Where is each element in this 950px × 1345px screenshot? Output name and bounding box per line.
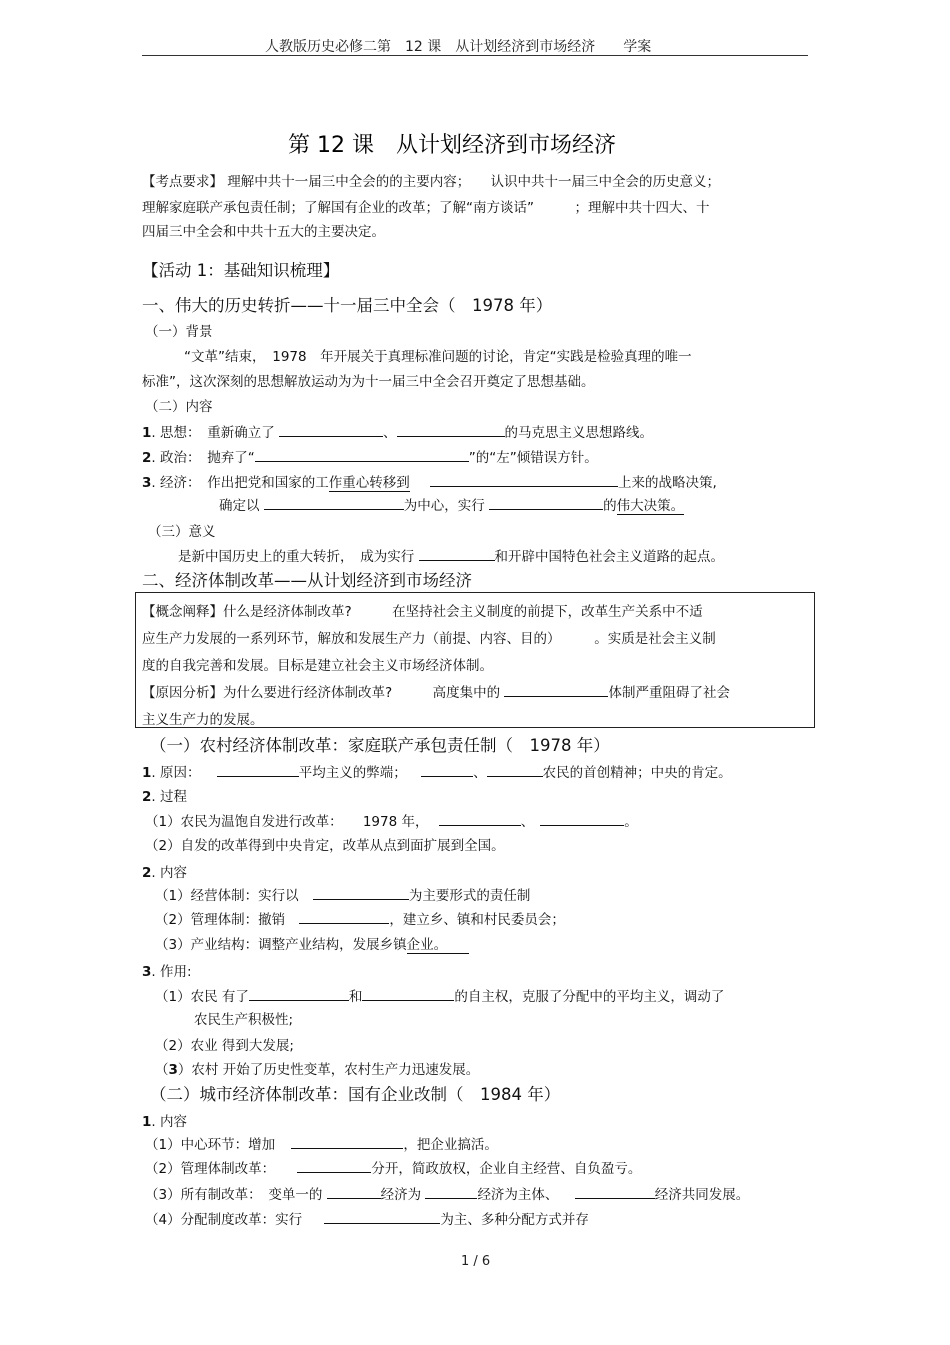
fill-blank[interactable] — [279, 422, 383, 437]
page-number: 1 / 6 — [461, 1254, 491, 1269]
urban-content-1: （1）中心环节：增加 ，把企业搞活。 — [145, 1133, 498, 1153]
part1-background-text-1: “文革”结束， 1978 年开展关于真理标准问题的讨论，肯定“实践是检验真理的唯一 — [184, 349, 692, 365]
rural-effect-1-cont: 农民生产积极性; — [194, 1012, 294, 1028]
item-number: 3 — [142, 475, 152, 491]
fill-blank[interactable] — [217, 762, 299, 777]
fill-blank[interactable] — [430, 472, 618, 487]
fill-blank[interactable] — [327, 1184, 381, 1199]
cause-line-4: 【原因分析】为什么要进行经济体制改革? 高度集中的 体制严重阻碍了社会 — [142, 681, 730, 701]
fill-blank[interactable] — [575, 1184, 655, 1199]
rural-effect-label: 3. 作用: — [142, 964, 192, 980]
rural-content-1: （1）经营体制：实行以 为主要形式的责任制 — [155, 884, 530, 904]
activity-heading: 【活动 1：基础知识梳理】 — [142, 261, 340, 280]
urban-content-4: （4）分配制度改革：实行 为主、多种分配方式并存 — [145, 1208, 589, 1228]
fill-blank[interactable] — [540, 811, 624, 826]
rural-content-label: 2. 内容 — [142, 865, 187, 881]
rural-cause: 1. 原因： 平均主义的弊端； 、 农民的首创精神；中央的肯定。 — [142, 761, 732, 781]
item-number: 2 — [142, 450, 152, 466]
part1-item-3: 3. 经济： 作出把党和国家的工作重心转移到 上来的战略决策, — [142, 471, 717, 491]
requirements-line-1: 【考点要求】 理解中共十一届三中全会的的主要内容； 认识中共十一届三中全会的历史意义； — [142, 174, 721, 190]
running-header: 人教版历史必修二第 12 课 从计划经济到市场经济 学案 — [265, 39, 652, 55]
fill-blank[interactable] — [489, 495, 603, 510]
rural-content-2: （2）管理体制：撤销 ，建立乡、镇和村民委员会； — [155, 908, 565, 928]
part1-meaning-label: （三）意义 — [148, 524, 216, 540]
fill-blank[interactable] — [362, 986, 454, 1001]
urban-content-2: （2）管理体制改革： 分开，简政放权，企业自主经营、自负盈亏。 — [145, 1157, 641, 1177]
part1-background-label: （一）背景 — [145, 324, 213, 340]
part1-item-2: 2. 政治： 抛弃了“ ”的“左”倾错误方针。 — [142, 446, 598, 466]
fill-blank[interactable] — [487, 762, 543, 777]
fill-blank[interactable] — [313, 885, 409, 900]
rural-effect-3: （3）农村 开始了历史性变革，农村生产力迅速发展。 — [155, 1062, 480, 1078]
fill-blank[interactable] — [324, 1209, 440, 1224]
requirements-line-2: 理解家庭联产承包责任制；了解国有企业的改革；了解“南方谈话” ；理解中共十四大、十 — [142, 200, 710, 216]
fill-blank[interactable] — [297, 1158, 371, 1173]
header-rule — [142, 55, 808, 56]
fill-blank[interactable] — [419, 546, 495, 561]
part1-item-3-cont: 确定以 为中心，实行 的伟大决策。 — [219, 494, 684, 514]
fill-blank[interactable] — [249, 986, 349, 1001]
part1-heading: 一、伟大的历史转折——十一届三中全会（ 1978 年） — [142, 296, 553, 315]
fill-blank[interactable] — [264, 495, 404, 510]
concept-line-3: 度的自我完善和发展。目标是建立社会主义市场经济体制。 — [142, 658, 493, 674]
rural-heading: （一）农村经济体制改革：家庭联产承包责任制（ 1978 年） — [150, 736, 610, 755]
urban-heading: （二）城市经济体制改革：国有企业改制（ 1984 年） — [150, 1085, 561, 1104]
rural-process-2: （2）自发的改革得到中央肯定，改革从点到面扩展到全国。 — [145, 838, 505, 854]
rural-effect-2: （2）农业 得到大发展; — [155, 1038, 294, 1054]
fill-blank[interactable] — [291, 1134, 403, 1149]
urban-content-3: （3）所有制改革： 变单一的 经济为 经济为主体、 经济共同发展。 — [145, 1183, 749, 1203]
rural-content-3: （3）产业结构：调整产业结构，发展乡镇企业。 — [155, 933, 469, 953]
urban-content-label: 1. 内容 — [142, 1114, 187, 1130]
lesson-title: 第 12 课 从计划经济到市场经济 — [288, 133, 616, 158]
rural-process-1: （1）农民为温饱自发进行改革： 1978 年， 、 。 — [145, 810, 638, 830]
rural-effect-1: （1）农民 有了 和 的自主权，克服了分配中的平均主义，调动了 — [155, 985, 724, 1005]
part1-content-label: （二）内容 — [145, 399, 213, 415]
item-number: 1 — [142, 425, 152, 441]
fill-blank[interactable] — [439, 811, 521, 826]
fill-blank[interactable] — [397, 422, 505, 437]
rural-process-label: 2. 过程 — [142, 789, 187, 805]
fill-blank[interactable] — [255, 447, 469, 462]
concept-line-1: 【概念阐释】什么是经济体制改革? 在坚持社会主义制度的前提下，改革生产关系中不适 — [142, 604, 703, 620]
part1-meaning-text: 是新中国历史上的重大转折， 成为实行 和开辟中国特色社会主义道路的起点。 — [178, 545, 724, 565]
fill-blank[interactable] — [504, 682, 608, 697]
part1-item-1: 1. 思想： 重新确立了 、 的马克思主义思想路线。 — [142, 421, 653, 441]
cause-line-5: 主义生产力的发展。 — [142, 712, 264, 728]
fill-blank[interactable] — [299, 909, 389, 924]
fill-blank[interactable] — [425, 1184, 477, 1199]
fill-blank[interactable] — [421, 762, 473, 777]
concept-line-2: 应生产力发展的一系列环节，解放和发展生产力（前提、内容、目的） 。实质是社会主义制 — [142, 631, 716, 647]
part1-background-text-2: 标准”，这次深刻的思想解放运动为为十一届三中全会召开奠定了思想基础。 — [142, 374, 595, 390]
part2-heading: 二、经济体制改革——从计划经济到市场经济 — [142, 571, 472, 590]
requirements-line-3: 四届三中全会和中共十五大的主要决定。 — [142, 224, 385, 240]
